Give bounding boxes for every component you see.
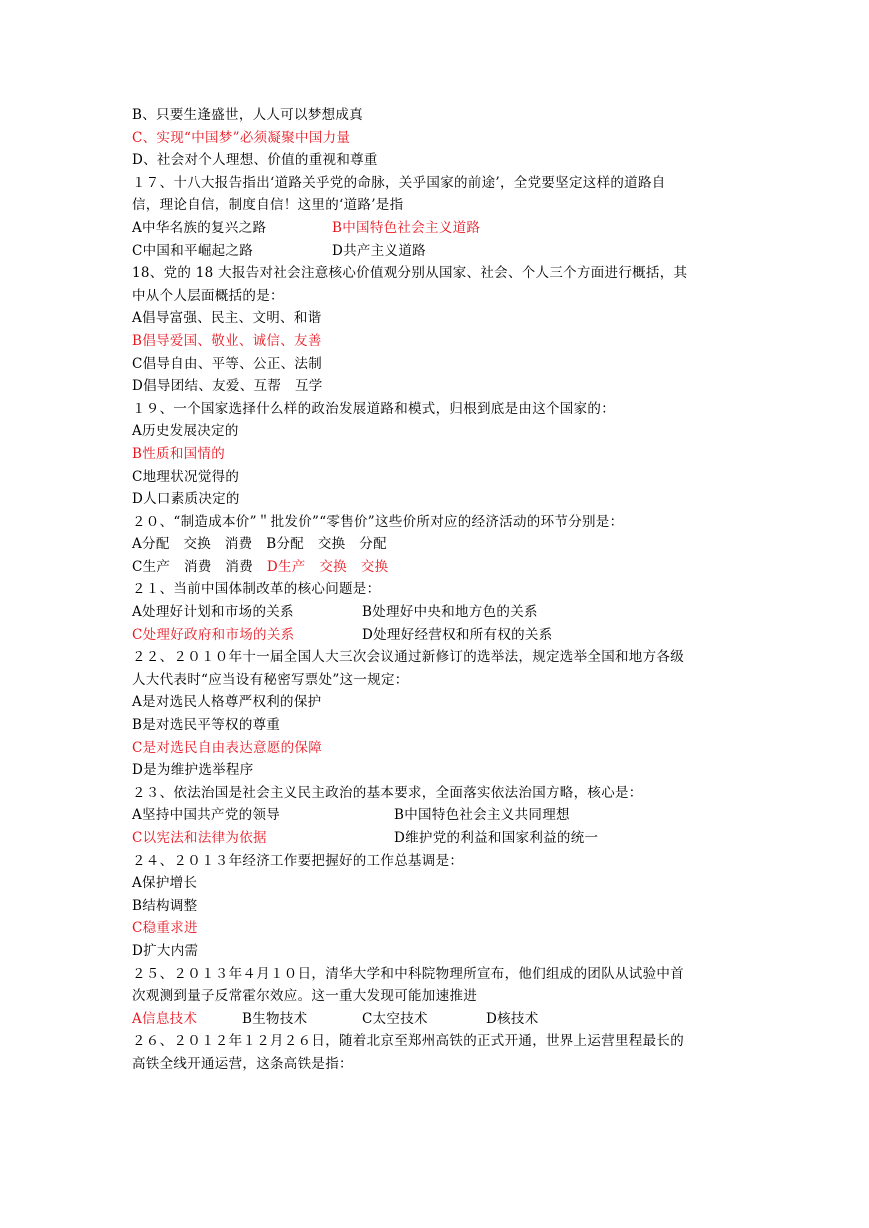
text-line	[132, 104, 752, 127]
body-text: ２０、“制造成本价”＂批发价”“零售价”这些价所对应的经济活动的环节分别是：	[132, 513, 624, 530]
text-line	[132, 759, 752, 782]
body-text: B是对选民平等权的尊重	[132, 717, 281, 734]
answer-text: B倡导爱国、敬业、诚信、友善	[132, 332, 322, 349]
body-text: A处理好计划和市场的关系	[132, 604, 294, 621]
text-line	[132, 127, 752, 150]
body-text: D共产主义道路	[332, 242, 426, 259]
body-text: A保护增长	[132, 875, 198, 892]
text-line	[132, 285, 752, 308]
text-line	[132, 714, 752, 737]
body-text: D处理好经营权和所有权的关系	[362, 626, 553, 643]
answer-text: C是对选民自由表达意愿的保障	[132, 739, 323, 756]
body-text: ２５、２０１３年４月１０日，清华大学和中科院物理所宣布，他们组成的团队从试验中首	[132, 965, 684, 982]
answer-text: A信息技术	[132, 1010, 198, 1027]
body-text: C中国和平崛起之路	[132, 242, 254, 259]
body-text: A分配 交换 消费 B分配 交换 分配	[132, 536, 387, 553]
text-line	[132, 895, 752, 918]
text-line	[132, 330, 752, 353]
answer-text: C、实现“中国梦”必须凝聚中国力量	[132, 129, 351, 146]
body-text: ２２、２０１０年十一届全国人大三次会议通过新修订的选举法，规定选举全国和地方各级	[132, 649, 684, 666]
body-text: B处理好中央和地方色的关系	[362, 604, 538, 621]
body-text: 次观测到量子反常霍尔效应。这一重大发现可能加速推进	[132, 988, 477, 1005]
body-text: D人口素质决定的	[132, 491, 240, 508]
answer-text: B中国特色社会主义道路	[332, 219, 481, 236]
text-line	[132, 443, 752, 466]
text-line	[132, 375, 752, 398]
body-text: 18、党的 18 大报告对社会注意核心价值观分别从国家、社会、个人三个方面进行概括，其	[132, 265, 688, 282]
body-text: A倡导富强、民主、文明、和谐	[132, 310, 322, 327]
text-line	[132, 194, 752, 217]
body-text: A坚持中国共产党的领导	[132, 807, 281, 824]
body-text: C太空技术	[362, 1010, 428, 1027]
body-text: A历史发展决定的	[132, 423, 239, 440]
body-text: 高铁全线开通运营，这条高铁是指：	[132, 1055, 353, 1072]
text-line	[132, 737, 752, 760]
body-text: D、社会对个人理想、价值的重视和尊重	[132, 152, 378, 169]
text-line	[132, 511, 752, 534]
body-text: 信，理论自信，制度自信！这里的‘道路’是指	[132, 197, 404, 214]
text-line	[132, 240, 752, 263]
text-line	[132, 850, 752, 873]
text-line	[132, 398, 752, 421]
body-text: A中华名族的复兴之路	[132, 219, 267, 236]
document-page	[132, 104, 752, 1076]
text-line	[132, 307, 752, 330]
body-text: B结构调整	[132, 897, 198, 914]
text-line	[132, 872, 752, 895]
body-text: B、只要生逢盛世，人人可以梦想成真	[132, 107, 364, 123]
body-text: C倡导自由、平等、公正、法制	[132, 355, 323, 372]
body-text: C地理状况觉得的	[132, 468, 240, 485]
text-line	[132, 691, 752, 714]
text-line	[132, 466, 752, 489]
text-line	[132, 917, 752, 940]
body-text: 中从个人层面概括的是：	[132, 287, 284, 304]
text-line	[132, 985, 752, 1008]
text-line	[132, 646, 752, 669]
text-line	[132, 488, 752, 511]
text-line	[132, 353, 752, 376]
body-text: １９、一个国家选择什么样的政治发展道路和模式，归根到底是由这个国家的：	[132, 400, 615, 417]
text-line	[132, 217, 752, 240]
body-text: D扩大内需	[132, 942, 199, 959]
answer-text: C稳重求进	[132, 920, 198, 937]
text-line	[132, 624, 752, 647]
body-text: 人大代表时“应当设有秘密写票处”这一规定：	[132, 671, 409, 688]
text-line	[132, 1008, 752, 1031]
text-line	[132, 1030, 752, 1053]
text-line	[132, 533, 752, 556]
body-text: D维护党的利益和国家利益的统一	[394, 830, 599, 846]
text-line	[132, 804, 752, 827]
body-text: １７、十八大报告指出‘道路关乎党的命脉，关乎国家的前途’，全党要坚定这样的道路自	[132, 174, 666, 191]
answer-text: D生产 交换 交换	[266, 558, 389, 575]
body-text: ２１、当前中国体制改革的核心问题是：	[132, 581, 381, 598]
body-text: ２４、２０１３年经济工作要把握好的工作总基调是：	[132, 852, 464, 869]
text-line	[132, 420, 752, 443]
text-line	[132, 149, 752, 172]
text-line	[132, 963, 752, 986]
text-line	[132, 262, 752, 285]
text-line	[132, 556, 752, 579]
body-text: ２６、２０１２年１２月２６日，随着北京至郑州高铁的正式开通，世界上运营里程最长的	[132, 1033, 684, 1050]
body-text: B中国特色社会主义共同理想	[394, 807, 570, 824]
answer-text: C处理好政府和市场的关系	[132, 626, 295, 643]
body-text: C生产 消费 消费	[132, 558, 267, 575]
body-text: A是对选民人格尊严权利的保护	[132, 694, 322, 711]
body-text: D是为维护选举程序	[132, 762, 254, 779]
text-line	[132, 601, 752, 624]
text-line	[132, 782, 752, 805]
body-text: D倡导团结、友爱、互帮 互学	[132, 378, 323, 395]
text-line	[132, 669, 752, 692]
text-line	[132, 1053, 752, 1076]
answer-text: B性质和国情的	[132, 445, 226, 462]
body-text: D核技术	[486, 1010, 539, 1027]
body-text: B生物技术	[242, 1010, 308, 1027]
text-line	[132, 172, 752, 195]
body-text: ２３、依法治国是社会主义民主政治的基本要求，全面落实依法治国方略，核心是：	[132, 784, 643, 801]
text-line	[132, 827, 752, 850]
answer-text: C以宪法和法律为依据	[132, 830, 267, 846]
text-line	[132, 940, 752, 963]
text-line	[132, 578, 752, 601]
